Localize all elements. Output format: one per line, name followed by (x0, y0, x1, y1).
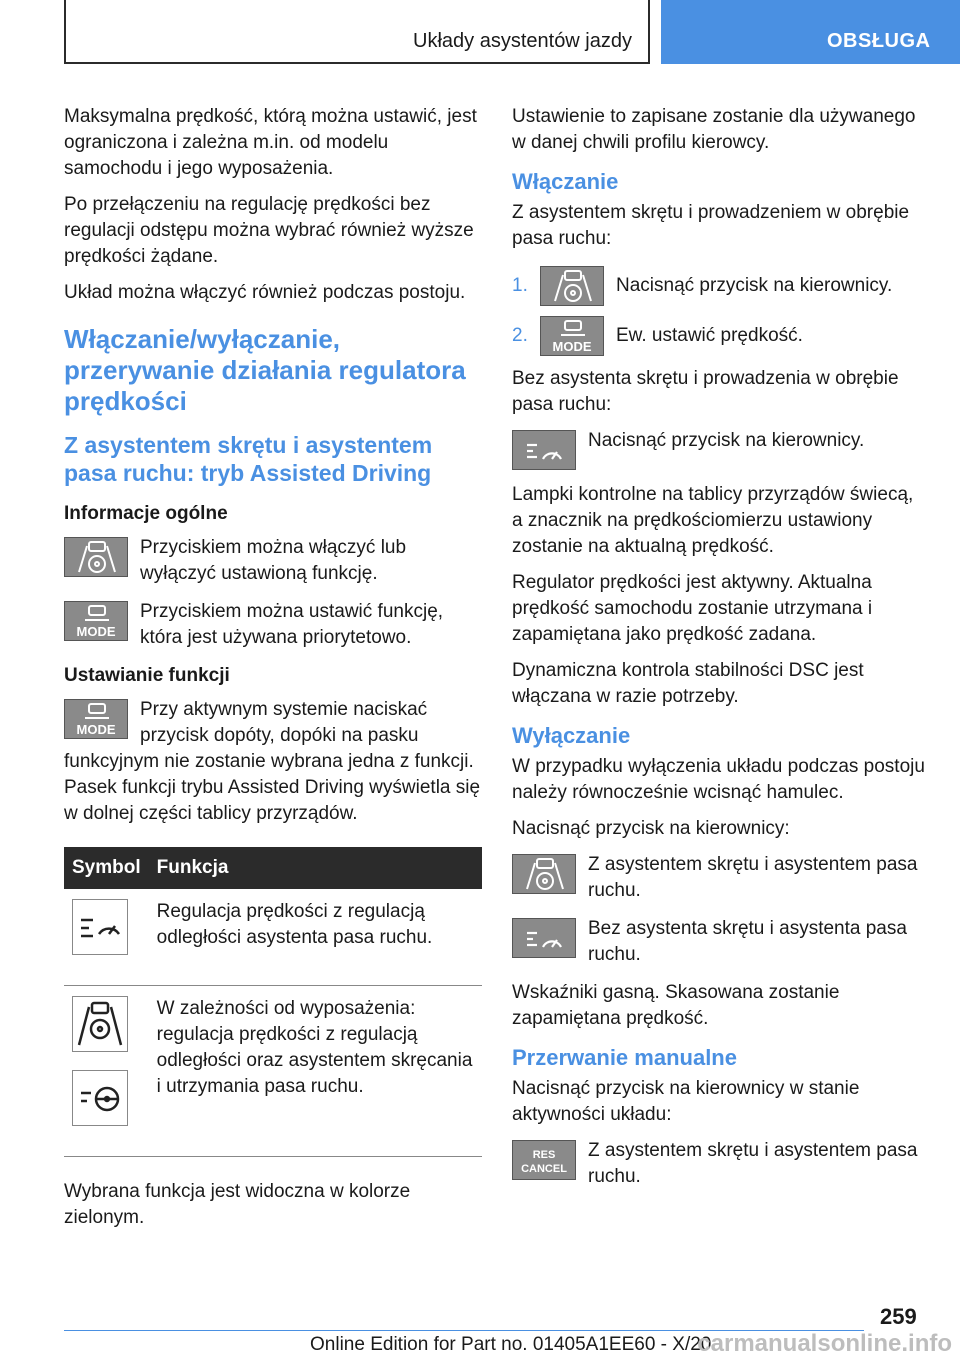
table-row (64, 986, 482, 1157)
paragraph: Bez asystenta skrętu i prowadzenia w obrębie pasa ruchu: (512, 368, 899, 415)
assist-steering-button-icon (64, 537, 128, 577)
paragraph: Wskaźniki gasną. Skasowana zostanie zapamiętana prędkość. (512, 982, 840, 1029)
button-row (512, 428, 926, 470)
header-box (64, 0, 650, 64)
res-label: RES (532, 1149, 556, 1161)
section-tab-label: OBSŁUGA (827, 30, 931, 52)
step-number: 1. (512, 275, 528, 296)
distance-button-icon (512, 918, 576, 958)
paragraph: Maksymalna prędkość, którą można ustawić, jest ograniczona i zależna m.in. od modelu samochodu i jego wyposażenia. (64, 106, 477, 179)
subheading-info: Informacje ogólne (64, 503, 228, 524)
res-cancel-button-icon (512, 1140, 576, 1180)
heading-manual-interrupt: Przerwanie manualne (512, 1045, 737, 1070)
paragraph: Nacisnąć przycisk na kierownicy: (512, 818, 790, 839)
step-text: Ew. ustawić prędkość. (616, 325, 803, 346)
button-row (512, 916, 926, 968)
mode-label: MODE (76, 722, 116, 737)
right-column (512, 104, 926, 1202)
paragraph: Układ można włączyć również podczas postoju. (64, 282, 466, 303)
section-heading: Włączanie/wyłączanie, przerywanie działania regulatora prędkości (64, 324, 466, 416)
info-text: Przyciskiem można włączyć lub wyłączyć ustawioną funkcję. (140, 537, 407, 584)
function-table (64, 847, 482, 1157)
page-number: 259 (880, 1304, 917, 1329)
assist-steering-button-icon (540, 266, 604, 306)
steering-lane-icon (72, 996, 128, 1052)
mode-button-icon (64, 601, 128, 641)
step-text: Nacisnąć przycisk na kierownicy. (616, 275, 893, 296)
subheading-set: Ustawianie funkcji (64, 665, 230, 686)
paragraph: Ustawienie to zapisane zostanie dla używanego w danej chwili profilu kierowcy. (512, 106, 916, 153)
step-number: 2. (512, 325, 528, 346)
speed-distance-icon (72, 899, 128, 955)
mode-button-icon (64, 699, 128, 739)
paragraph: Po przełączeniu na regulację prędkości bez regulacji odstępu można wybrać również wyższe prędkości żądane. (64, 194, 474, 267)
mode-label: MODE (552, 339, 592, 354)
assist-steering-button-icon (512, 854, 576, 894)
table-cell-function: Regulacja prędkości z regulacją odległości asystenta pasa ruchu. (149, 889, 482, 986)
button-text: Bez asystenta skrętu i asystenta pasa ruchu. (588, 918, 907, 965)
heading-switch-off: Wyłączanie (512, 723, 631, 748)
paragraph: Wybrana funkcja jest widoczna w kolorze zielonym. (64, 1181, 411, 1228)
paragraph: Lampki kontrolne na tablicy przyrządów świecą, a znacznik na prędkościomierzu ustawiony zostanie na aktualną prędkość. (512, 484, 914, 557)
paragraph: W przypadku wyłączenia układu podczas postoju należy równocześnie wcisnąć hamulec. (512, 756, 925, 803)
step-2 (512, 316, 926, 356)
step-1 (512, 266, 926, 306)
button-row (512, 1138, 926, 1190)
watermark: carmanualsonline.info (697, 1330, 952, 1357)
set-text: Przy aktywnym systemie naciskać przycisk dopóty, dopóki na pasku funkcyjnym nie zostanie wybrana jedna z funkcji. Pasek funkcji trybu Assisted Driving wyświetla się w dolnej części tablicy przyrządów. (64, 699, 481, 824)
left-column (64, 104, 482, 1241)
paragraph: Z asystentem skrętu i prowadzeniem w obrębie pasa ruchu: (512, 202, 910, 249)
distance-button-icon (512, 430, 576, 470)
subsection-heading: Z asystentem skrętu i asystentem pasa ruchu: tryb Assisted Driving (64, 432, 433, 486)
section-tab[interactable] (661, 0, 960, 64)
cancel-label: CANCEL (521, 1163, 567, 1175)
button-text: Z asystentem skrętu i asystentem pasa ruchu. (588, 854, 918, 901)
set-paragraph (64, 697, 482, 827)
info-row (64, 599, 482, 651)
table-cell-function: W zależności od wyposażenia: regulacja prędkości z regulacją odległości oraz asystentem skręcania i utrzymania pasa ruchu. (149, 986, 482, 1157)
table-header-symbol: Symbol (64, 847, 149, 889)
paragraph: Dynamiczna kontrola stabilności DSC jest włączana w razie potrzeby. (512, 660, 864, 707)
button-text: Nacisnąć przycisk na kierownicy. (588, 430, 865, 451)
heading-switch-on: Włączanie (512, 169, 619, 194)
button-row (512, 852, 926, 904)
table-row (64, 889, 482, 986)
mode-button-icon (540, 316, 604, 356)
distance-steering-icon (72, 1070, 128, 1126)
table-header-function: Funkcja (149, 847, 482, 889)
info-row (64, 535, 482, 587)
info-text: Przyciskiem można ustawić funkcję, która jest używana priorytetowo. (140, 601, 444, 648)
paragraph: Regulator prędkości jest aktywny. Aktualna prędkość samochodu zostanie utrzymana i zapamiętana jako prędkość zadana. (512, 572, 873, 645)
chapter-title: Układy asystentów jazdy (413, 30, 632, 52)
edition-text: Online Edition for Part no. 01405A1EE60 - X/20 (310, 1334, 712, 1355)
paragraph: Nacisnąć przycisk na kierownicy w stanie aktywności układu: (512, 1078, 860, 1125)
mode-label: MODE (76, 624, 116, 639)
button-text: Z asystentem skrętu i asystentem pasa ruchu. (588, 1140, 918, 1187)
